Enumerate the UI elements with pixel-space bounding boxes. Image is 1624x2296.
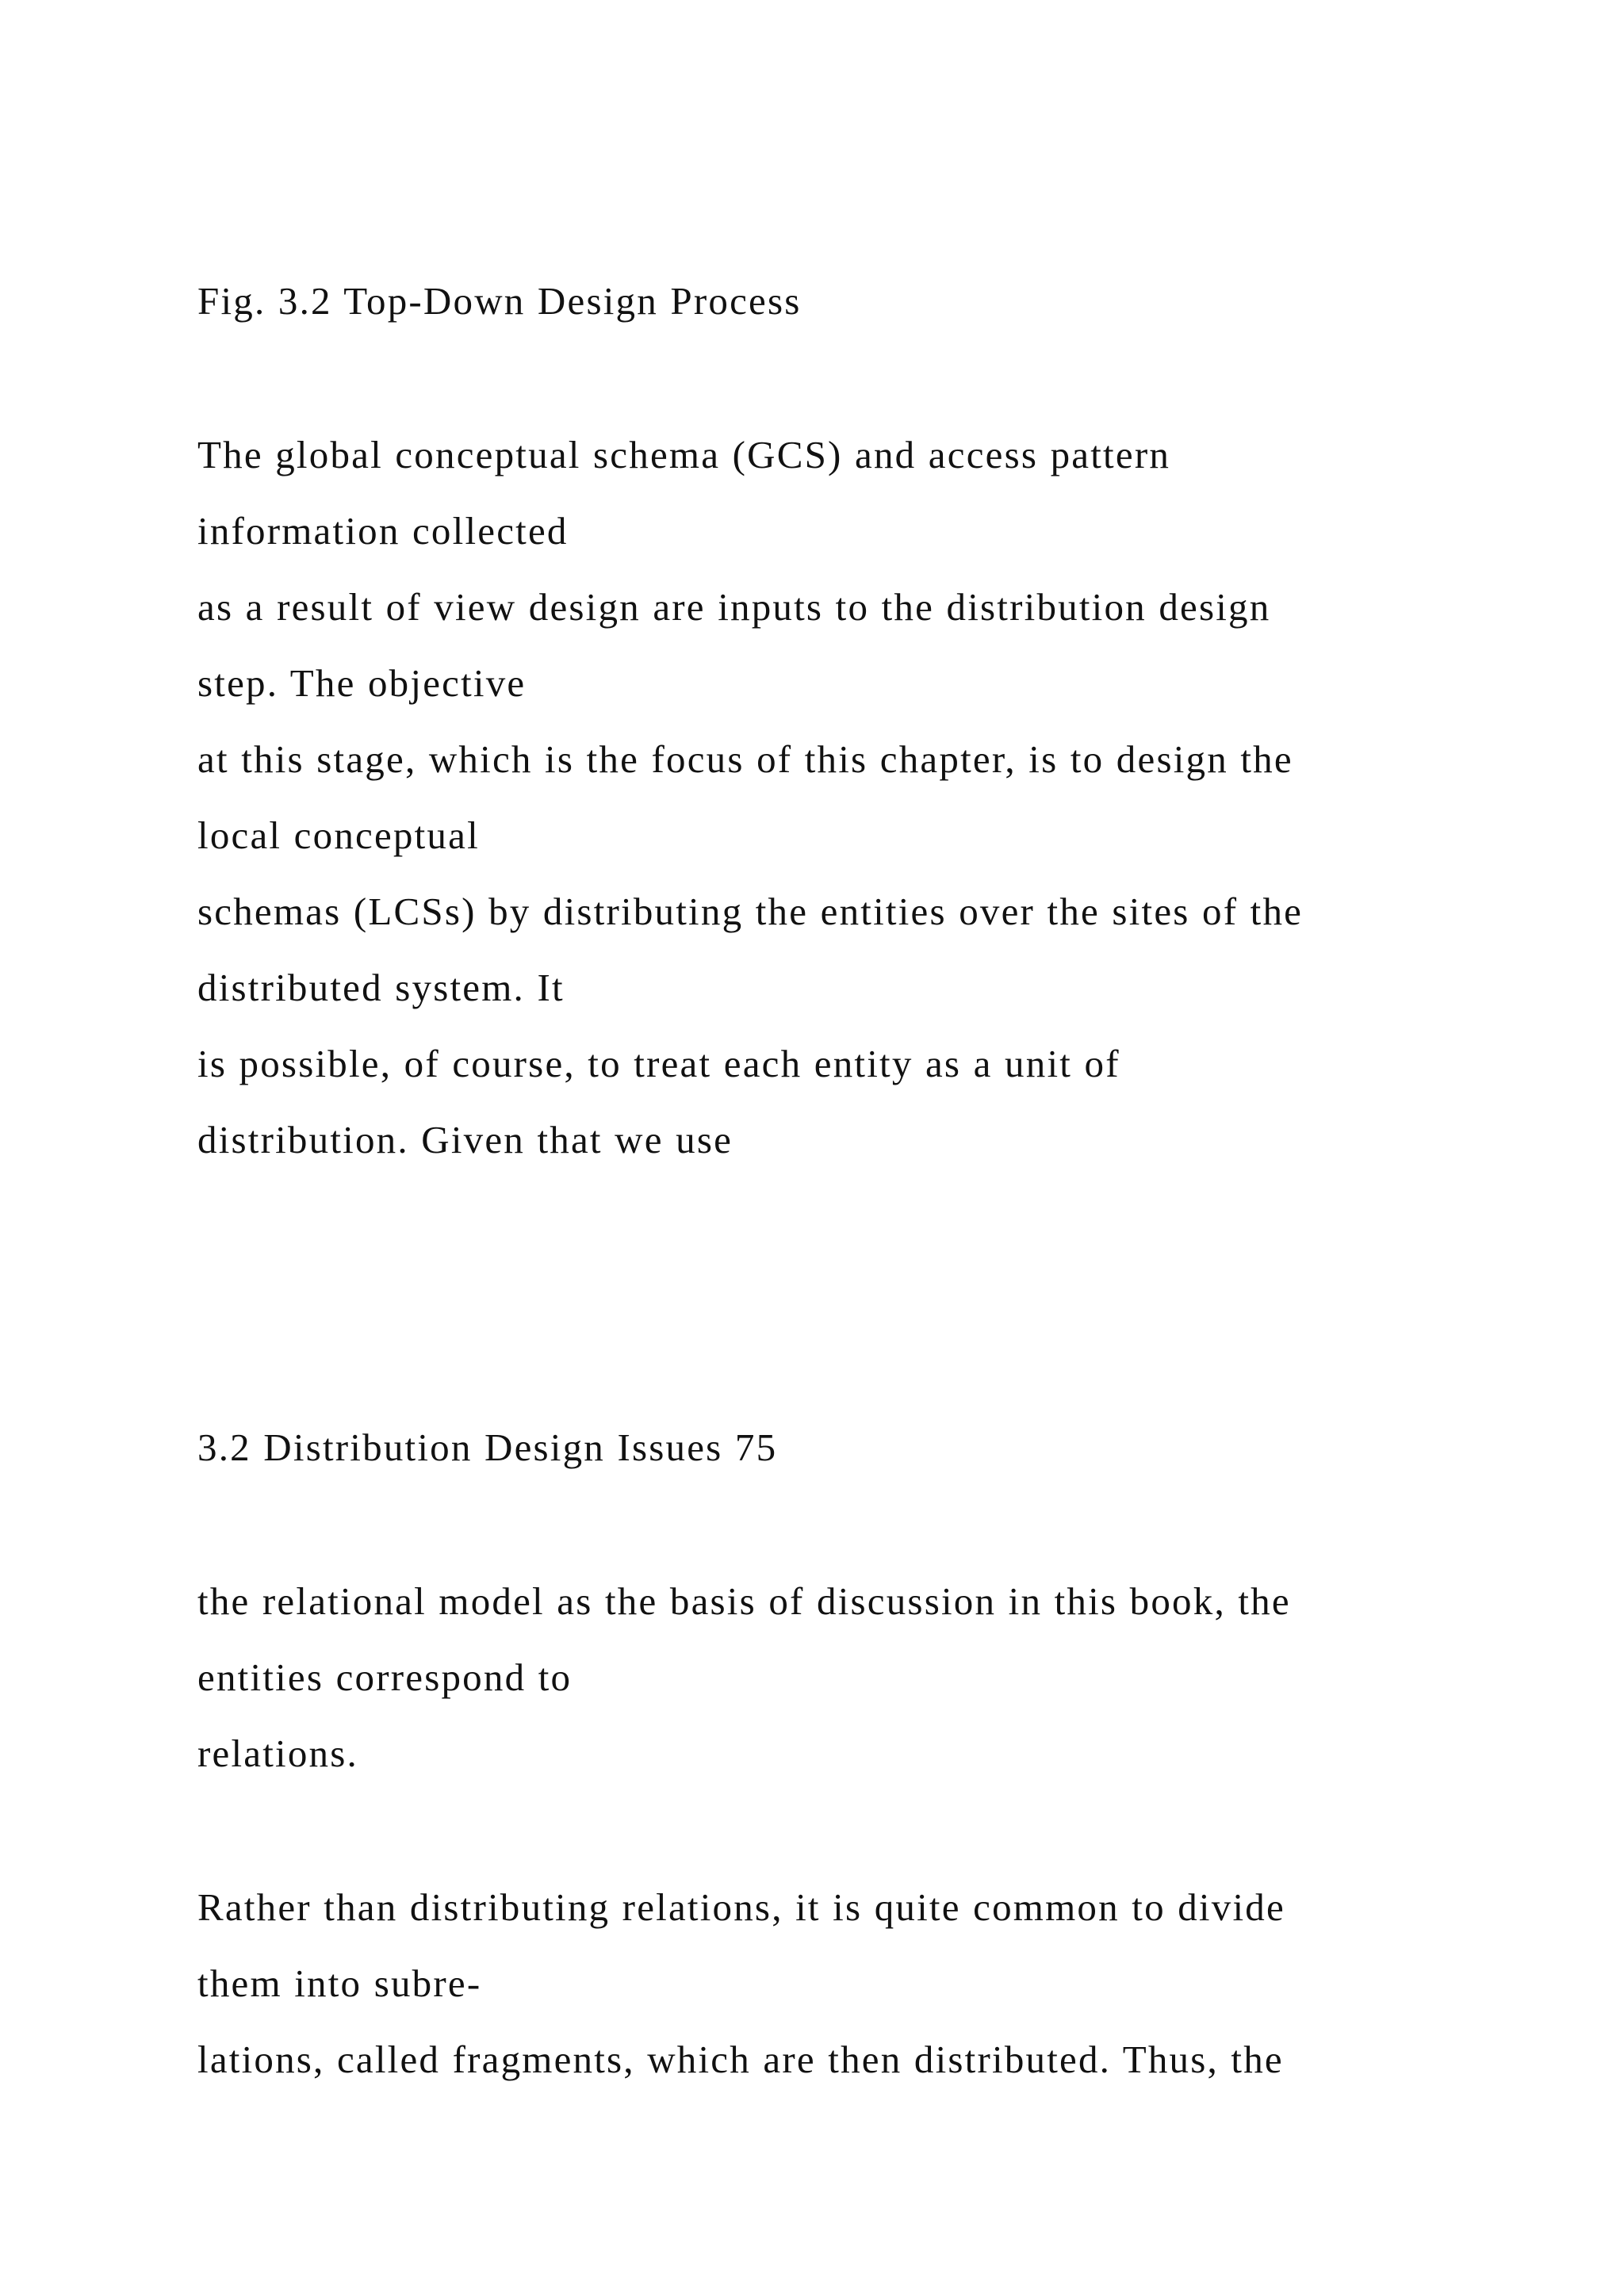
paragraph-1-line-6: local conceptual: [197, 813, 480, 857]
paragraph-3-line-3: lations, called fragments, which are then distributed. Thus, the: [197, 2038, 1284, 2081]
paragraph-2-line-1: the relational model as the basis of discussion in this book, the: [197, 1579, 1291, 1623]
paragraph-2-line-3: relations.: [197, 1732, 358, 1775]
paragraph-1-line-10: distribution. Given that we use: [197, 1118, 733, 1161]
paragraph-1-line-4: step. The objective: [197, 661, 527, 705]
paragraph-1-line-3: as a result of view design are inputs to the distribution design: [197, 585, 1271, 629]
paragraph-3-line-1: Rather than distributing relations, it is quite common to divide: [197, 1885, 1285, 1929]
running-header: 3.2 Distribution Design Issues 75: [197, 1425, 778, 1469]
paragraph-1-line-7: schemas (LCSs) by distributing the entities over the sites of the: [197, 890, 1304, 933]
paragraph-1-line-9: is possible, of course, to treat each entity as a unit of: [197, 1042, 1120, 1085]
paragraph-3-line-2: them into subre-: [197, 1961, 482, 2005]
paragraph-1-line-5: at this stage, which is the focus of this chapter, is to design the: [197, 737, 1293, 781]
paragraph-1-line-1: The global conceptual schema (GCS) and access pattern: [197, 433, 1171, 476]
paragraph-2-line-2: entities correspond to: [197, 1655, 573, 1699]
paragraph-1-line-8: distributed system. It: [197, 966, 565, 1009]
paragraph-1-line-2: information collected: [197, 509, 569, 553]
figure-caption: Fig. 3.2 Top-Down Design Process: [197, 279, 802, 323]
